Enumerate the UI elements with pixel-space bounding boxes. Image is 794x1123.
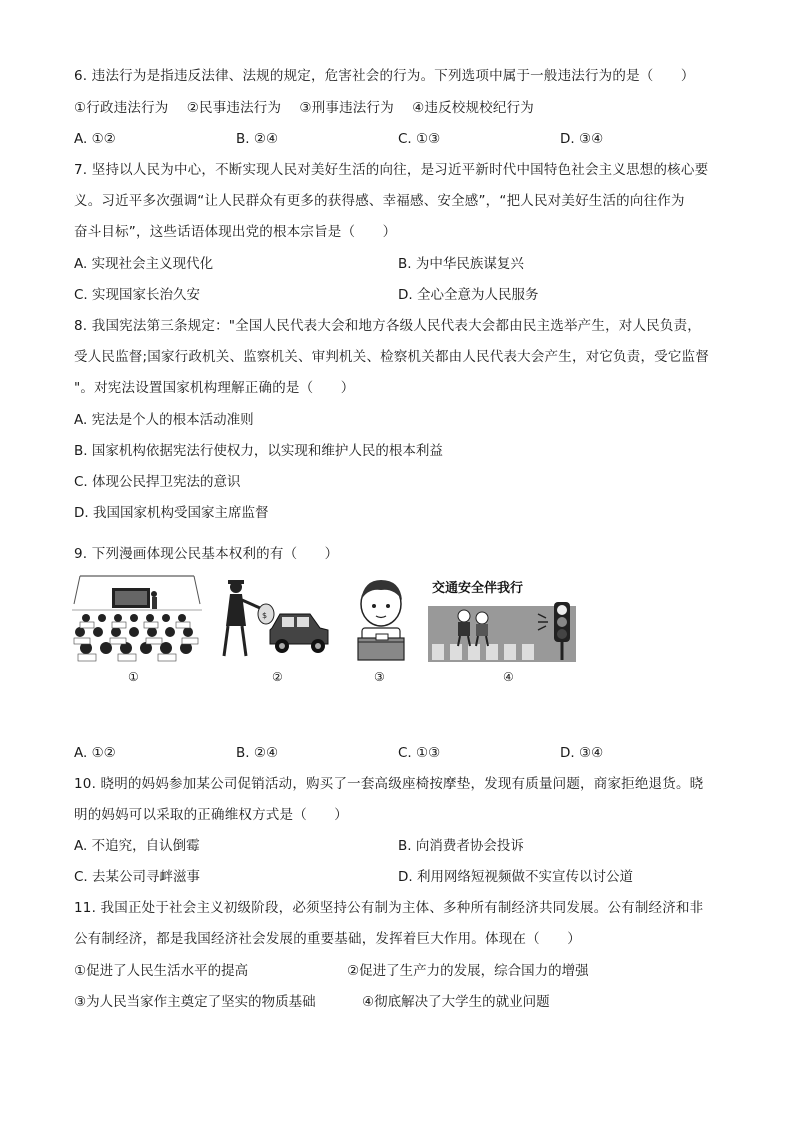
- q8-stem-line-1: 8. 我国宪法第三条规定："全国人民代表大会和地方各级人民代表大会都由民主选举产生，对人民负责，: [74, 318, 701, 334]
- q6-option-d: D. ③④: [560, 131, 604, 147]
- q9-option-a: A. ①②: [74, 745, 116, 761]
- picture-3-caption: ③: [374, 670, 385, 684]
- q8-stem-line-2: 受人民监督;国家行政机关、监察机关、审判机关、检察机关都由人民代表大会产生，对它负责，受它监督: [74, 349, 709, 365]
- q7-stem-line-2: 义。习近平多次强调“让人民群众有更多的获得感、幸福感、安全感”，“把人民对美好生活的向往作为: [74, 193, 685, 209]
- q11-item-4: ④彻底解决了大学生的就业问题: [362, 994, 550, 1010]
- q10-option-a: A. 不追究，自认倒霉: [74, 838, 200, 854]
- q7-stem-line-1: 7. 坚持以人民为中心，不断实现人民对美好生活的向往，是习近平新时代中国特色社会主义思想的核心要: [74, 162, 709, 178]
- q7-stem-line-3: 奋斗目标”，这些话语体现出党的根本宗旨是（ ）: [74, 224, 397, 240]
- q9-stem: 9. 下列漫画体现公民基本权利的有（ ）: [74, 546, 339, 562]
- q6-option-a: A. ①②: [74, 131, 116, 147]
- traffic-safety-cartoon: [428, 574, 576, 662]
- picture-4-caption: ④: [503, 670, 514, 684]
- q6-items: ①行政违法行为 ②民事违法行为 ③刑事违法行为 ④违反校规校纪行为: [74, 100, 534, 116]
- q10-option-b: B. 向消费者协会投诉: [398, 838, 524, 854]
- q7-option-d: D. 全心全意为人民服务: [398, 287, 539, 303]
- q6-option-b: B. ②④: [236, 131, 279, 147]
- voting-boy-cartoon: [350, 576, 412, 662]
- q11-item-2: ②促进了生产力的发展，综合国力的增强: [347, 963, 589, 979]
- traffic-safety-title: 交通安全伴我行: [432, 581, 524, 596]
- q7-option-c: C. 实现国家长治久安: [74, 287, 201, 303]
- q7-option-b: B. 为中华民族谋复兴: [398, 256, 524, 272]
- q7-option-a: A. 实现社会主义现代化: [74, 256, 214, 272]
- q11-item-1: ①促进了人民生活水平的提高: [74, 963, 249, 979]
- q8-option-d: D. 我国国家机构受国家主席监督: [74, 505, 269, 521]
- q11-item-3: ③为人民当家作主奠定了坚实的物质基础: [74, 994, 316, 1010]
- q9-option-d: D. ③④: [560, 745, 604, 761]
- picture-2-caption: ②: [272, 670, 283, 684]
- q9-option-b: B. ②④: [236, 745, 279, 761]
- q10-option-c: C. 去某公司寻衅滋事: [74, 869, 201, 885]
- q11-stem-line-2: 公有制经济，都是我国经济社会发展的重要基础，发挥着巨大作用。体现在（ ）: [74, 931, 581, 947]
- q8-stem-line-3: "。对宪法设置国家机构理解正确的是（ ）: [74, 380, 355, 396]
- svg-text:$: $: [262, 611, 268, 620]
- picture-1-caption: ①: [128, 670, 139, 684]
- q10-stem-line-2: 明的妈妈可以采取的正确维权方式是（ ）: [74, 807, 348, 823]
- classroom-cartoon: [72, 574, 202, 662]
- q6-stem: 6. 违法行为是指违反法律、法规的规定，危害社会的行为。下列选项中属于一般违法行为的是（ ）: [74, 68, 695, 84]
- q6-option-c: C. ①③: [398, 131, 441, 147]
- q8-option-b: B. 国家机构依据宪法行使权力，以实现和维护人民的根本利益: [74, 443, 443, 459]
- q10-stem-line-1: 10. 晓明的妈妈参加某公司促销活动，购买了一套高级座椅按摩垫，发现有质量问题，商家拒绝退货。晓: [74, 776, 704, 792]
- q9-option-c: C. ①③: [398, 745, 441, 761]
- q8-option-c: C. 体现公民捍卫宪法的意识: [74, 474, 241, 490]
- thief-car-cartoon: [220, 578, 332, 660]
- q10-option-d: D. 利用网络短视频做不实宣传以讨公道: [398, 869, 633, 885]
- q8-option-a: A. 宪法是个人的根本活动准则: [74, 412, 254, 428]
- q11-stem-line-1: 11. 我国正处于社会主义初级阶段，必须坚持公有制为主体、多种所有制经济共同发展。公有制经济和非: [74, 900, 704, 916]
